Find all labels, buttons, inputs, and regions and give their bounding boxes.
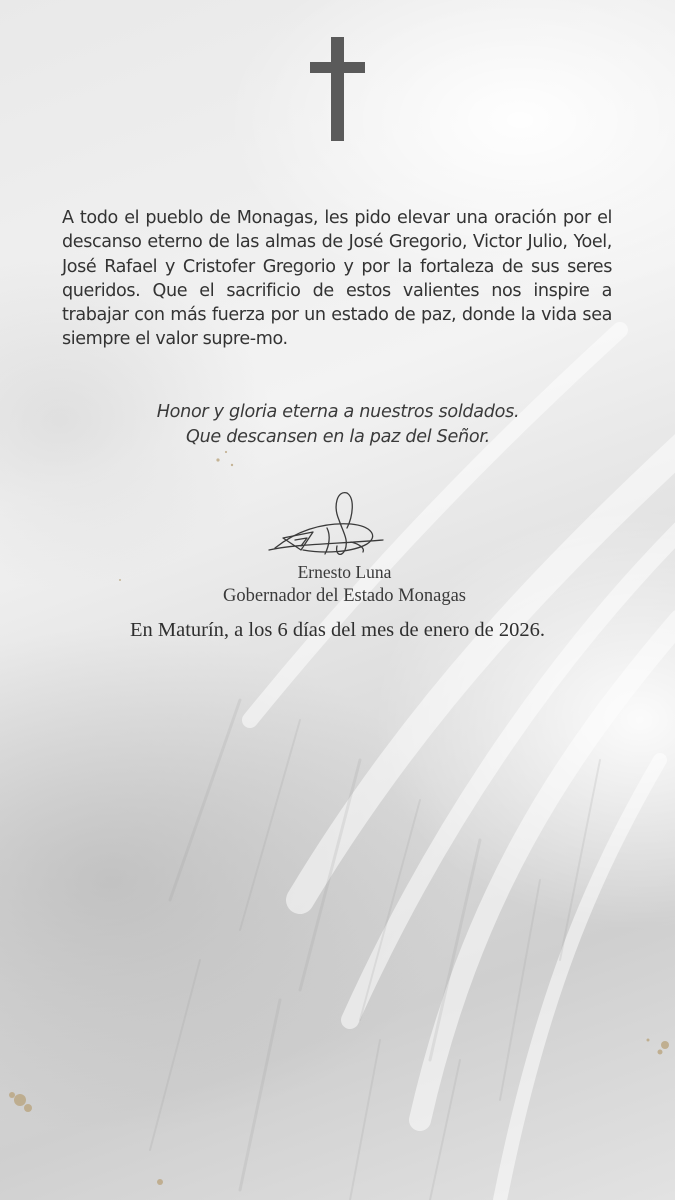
cross-horizontal-bar xyxy=(310,62,365,73)
handwritten-signature xyxy=(255,488,395,570)
honor-line-2: Que descansen en la paz del Señor. xyxy=(186,427,490,447)
honor-message xyxy=(70,400,606,450)
honor-line-1: Honor y gloria eterna a nuestros soldados. xyxy=(156,402,520,422)
place-and-date: En Maturín, a los 6 días del mes de enero de 2026. xyxy=(129,619,546,641)
signatory-title: Gobernador del Estado Monagas xyxy=(222,586,466,606)
cross-vertical-bar xyxy=(331,37,344,141)
signatory-name: Ernesto Luna xyxy=(297,562,392,582)
condolence-message: A todo el pueblo de Monagas, les pido elevar una oración por el descanso eterno de las almas de José Gregorio, Victor Julio, Yoel, José Rafael y Cristofer Gregorio y por la fortaleza de sus seres queridos. Que el sacrificio de estos valientes nos inspire a trabajar con más fuerza por un estado de paz, donde la vida sea siempre el valor supre-mo. xyxy=(62,208,612,350)
